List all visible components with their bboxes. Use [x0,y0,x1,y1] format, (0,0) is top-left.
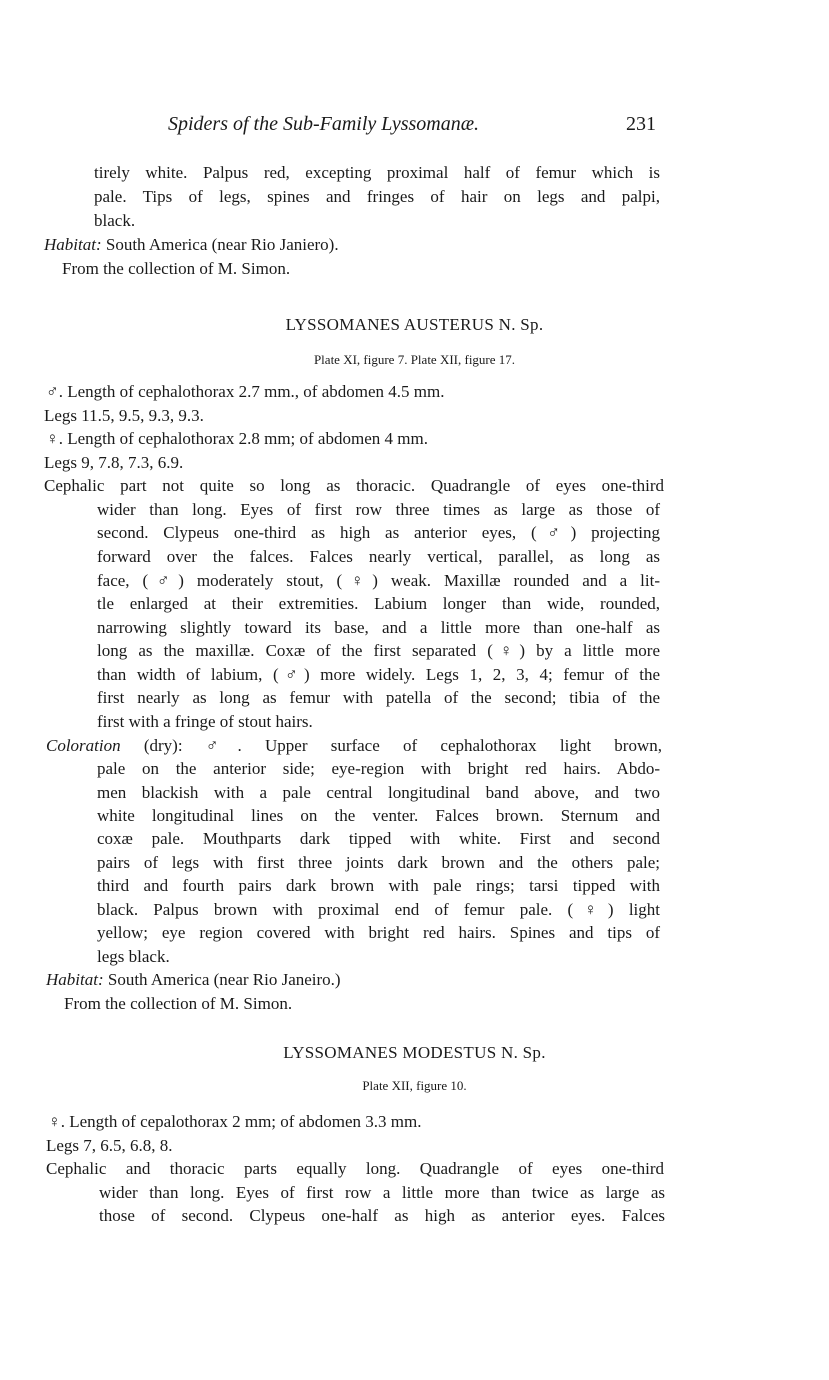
habitat-label: Habitat: [44,235,102,254]
austerus-coloration-6: pairs of legs with first three joints dark brown and the others pale; [97,853,660,872]
habitat-label: Habitat: [46,970,104,989]
coloration-label: Coloration [46,736,121,755]
austerus-desc-6: tle enlarged at their extremities. Labium longer than wide, rounded, [97,594,660,613]
intro-collection: From the collection of M. Simon. [62,259,291,278]
austerus-coloration-8: black. Palpus brown with proximal end of femur pale. (♀) light [97,900,660,919]
austerus-habitat [46,969,341,991]
intro-line-3: black. [94,211,136,230]
habitat-text: South America (near Rio Janeiro.) [103,970,341,989]
intro-habitat [44,234,339,256]
austerus-coloration-1 [46,735,662,757]
austerus-coloration-4: white longitudinal lines on the venter. Falces brown. Sternum and [97,806,660,825]
austerus-desc-5: face, (♂) moderately stout, (♀) weak. Maxillæ rounded and a lit- [97,571,660,590]
austerus-female-length: ♀. Length of cephalothorax 2.8 mm; of abdomen 4 mm. [46,429,428,448]
austerus-desc-11: first with a fringe of stout hairs. [97,712,313,731]
austerus-desc-7: narrowing slightly toward its base, and a little more than one-half as [97,618,660,637]
habitat-text: South America (near Rio Janiero). [101,235,339,254]
modestus-desc-3: those of second. Clypeus one-half as high as anterior eyes. Falces [99,1206,665,1225]
plate-reference-modestus: Plate XII, figure 10. [362,1078,467,1093]
running-title: Spiders of the Sub-Family Lyssomanæ. [168,113,480,135]
austerus-desc-2: wider than long. Eyes of first row three times as large as those of [97,500,660,519]
austerus-coloration-2: pale on the anterior side; eye-region with bright red hairs. Abdo- [97,759,660,778]
running-head [0,113,829,139]
austerus-desc-10: first nearly as long as femur with patella of the second; tibia of the [97,688,660,707]
species-heading-austerus: LYSSOMANES AUSTERUS N. Sp. [285,315,544,334]
austerus-male-length: ♂. Length of cephalothorax 2.7 mm., of abdomen 4.5 mm. [46,382,445,401]
austerus-male-legs: Legs 11.5, 9.5, 9.3, 9.3. [44,406,204,425]
plate-reference-austerus: Plate XI, figure 7. Plate XII, figure 17. [313,352,516,367]
austerus-coloration-10: legs black. [97,947,170,966]
austerus-coloration-9: yellow; eye region covered with bright red hairs. Spines and tips of [97,923,660,942]
species-heading-modestus: LYSSOMANES MODESTUS N. Sp. [283,1043,546,1062]
intro-line-1: tirely white. Palpus red, excepting proximal half of femur which is [94,163,660,182]
coloration-text: (dry): ♂. Upper surface of cephalothorax light brown, [120,736,662,755]
austerus-desc-9: than width of labium, (♂) more widely. Legs 1, 2, 3, 4; femur of the [97,665,660,684]
modestus-legs: Legs 7, 6.5, 6.8, 8. [46,1136,173,1155]
austerus-collection: From the collection of M. Simon. [64,994,293,1013]
austerus-desc-1: Cephalic part not quite so long as thoracic. Quadrangle of eyes one-third [44,476,664,495]
austerus-desc-4: forward over the falces. Falces nearly vertical, parallel, as long as [97,547,660,566]
modestus-female-length: ♀. Length of cepalothorax 2 mm; of abdomen 3.3 mm. [48,1112,422,1131]
austerus-female-legs: Legs 9, 7.8, 7.3, 6.9. [44,453,184,472]
page-number: 231 [626,113,656,135]
austerus-coloration-3: men blackish with a pale central longitudinal band above, and two [97,783,660,802]
austerus-coloration-5: coxæ pale. Mouthparts dark tipped with white. First and second [97,829,660,848]
austerus-coloration-7: third and fourth pairs dark brown with pale rings; tarsi tipped with [97,876,660,895]
modestus-desc-2: wider than long. Eyes of first row a little more than twice as large as [99,1183,665,1202]
intro-line-2: pale. Tips of legs, spines and fringes of hair on legs and palpi, [94,187,660,206]
modestus-desc-1: Cephalic and thoracic parts equally long. Quadrangle of eyes one-third [46,1159,664,1178]
austerus-desc-3: second. Clypeus one-third as high as anterior eyes, (♂) projecting [97,523,660,542]
austerus-desc-8: long as the maxillæ. Coxæ of the first separated (♀) by a little more [97,641,660,660]
